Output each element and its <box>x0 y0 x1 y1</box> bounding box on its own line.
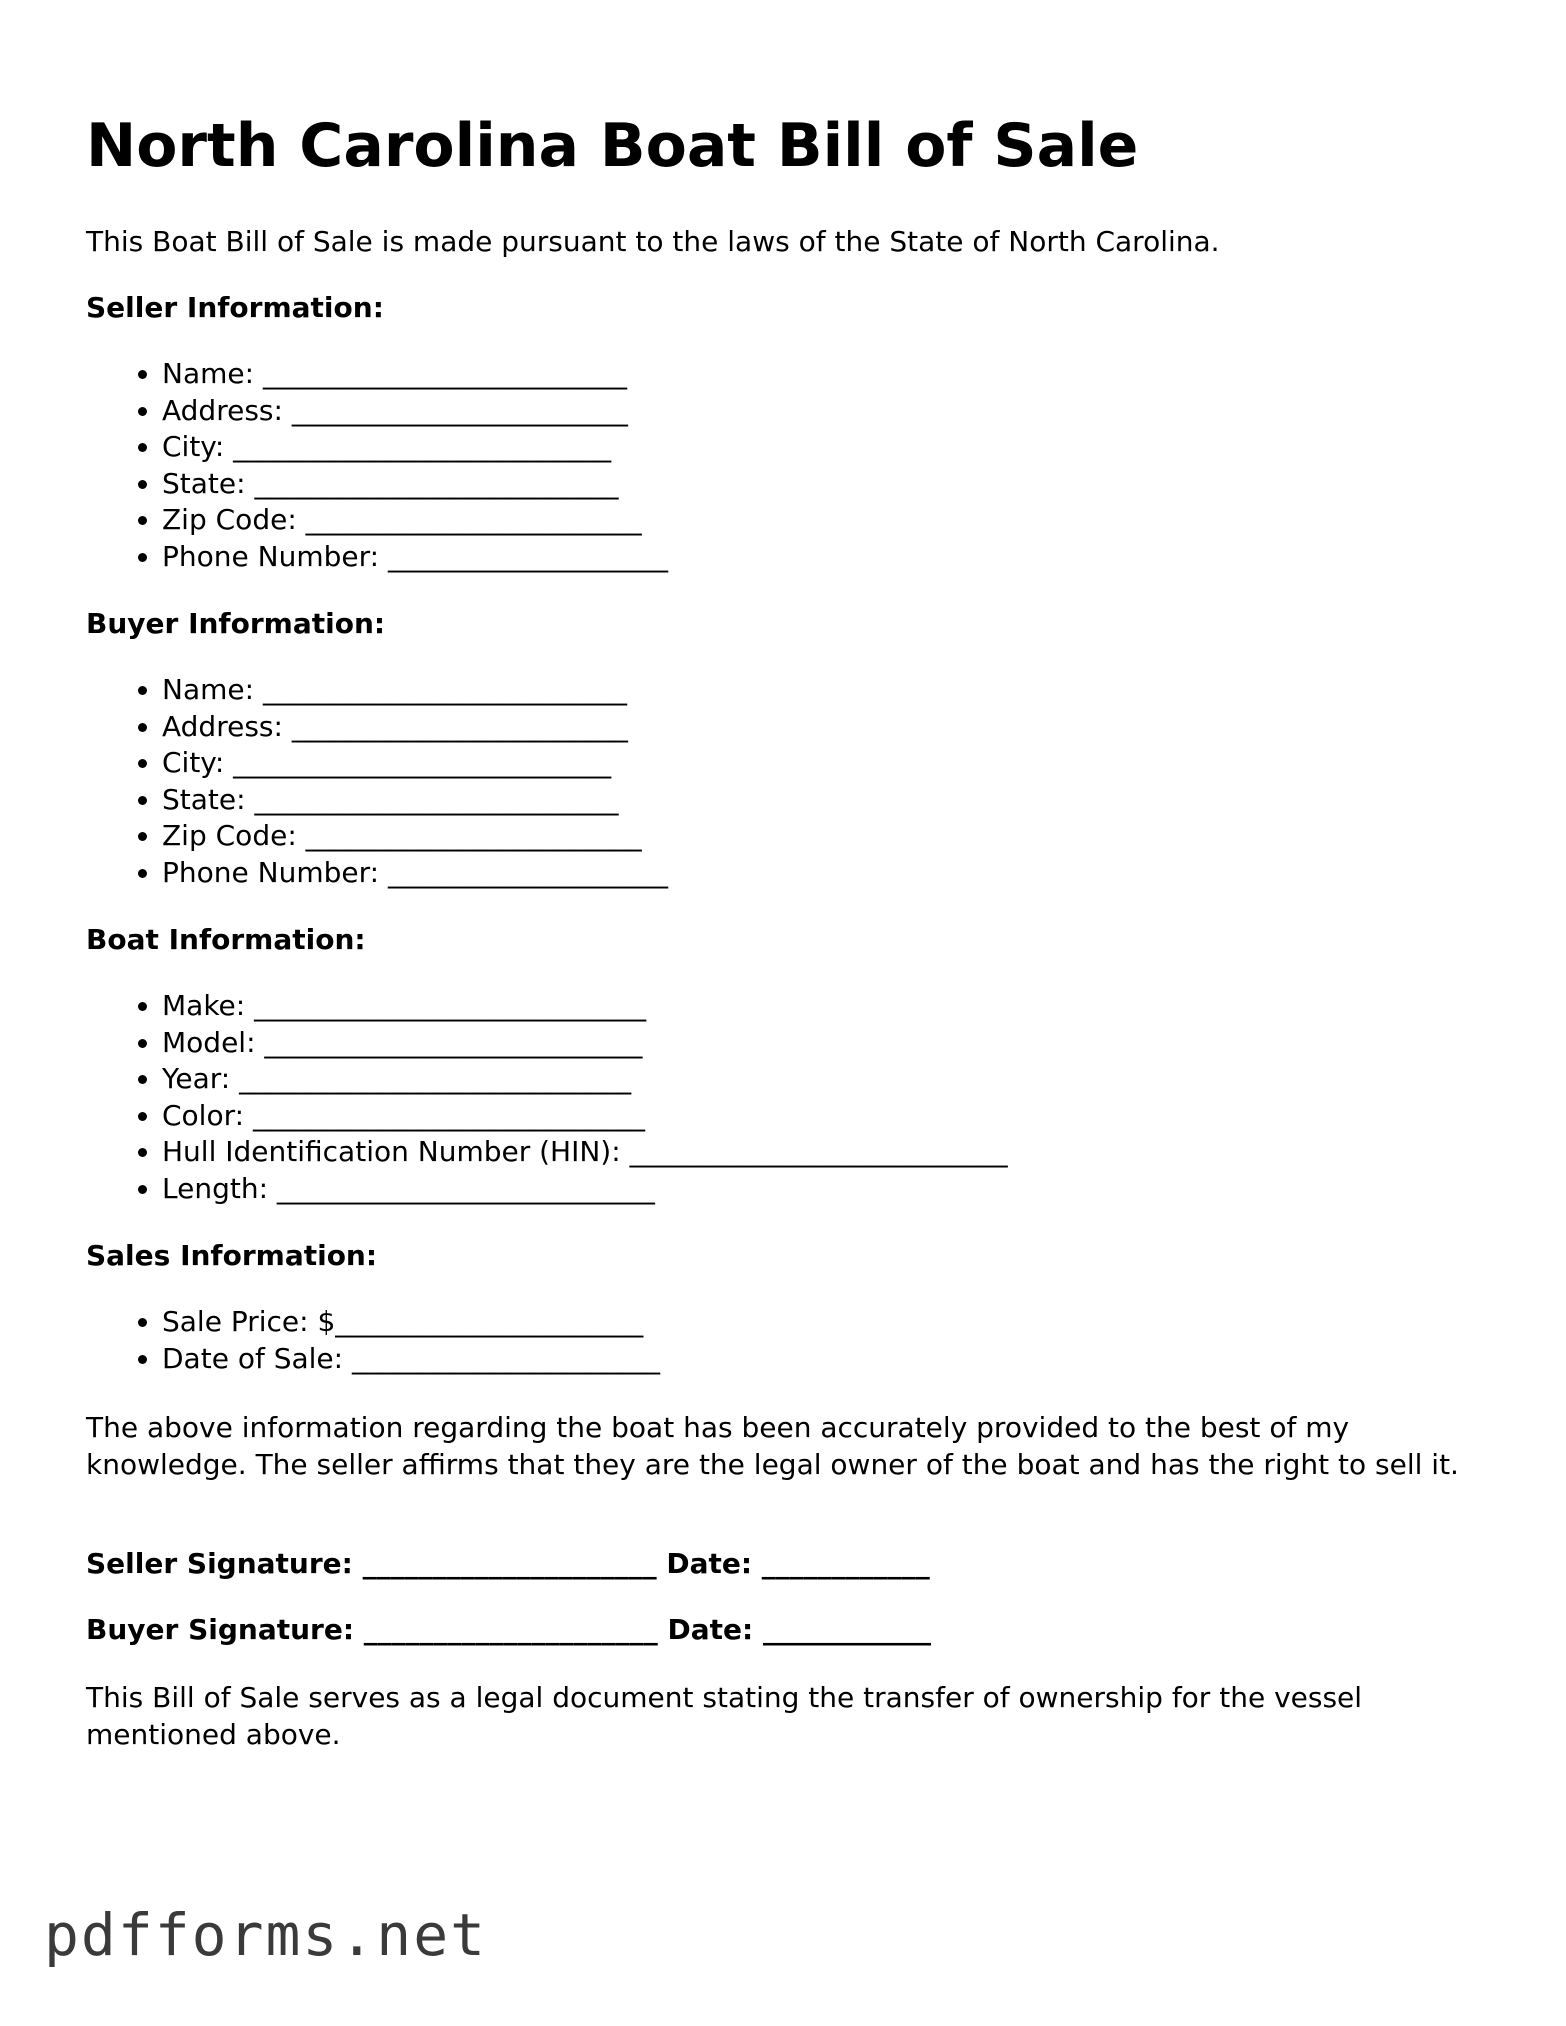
sales-fields-list <box>86 1304 660 1377</box>
date-of-sale-field: • Date of Sale: ______________________ <box>162 1341 660 1378</box>
affirmation-paragraph: The above information regarding the boat has been accurately provided to the best of my knowledge. The seller affirms that they are the legal owner of the boat and has the right to sell it. <box>86 1411 1459 1481</box>
boat-color-field: • Color: ____________________________ <box>162 1098 1008 1135</box>
buyer-address-field: • Address: ________________________ <box>162 709 668 746</box>
site-watermark: pdfforms.net <box>44 1901 488 1969</box>
boat-hin-field: • Hull Identification Number (HIN): ___________________________ <box>162 1134 1008 1171</box>
boat-length-field: • Length: ___________________________ <box>162 1171 1008 1208</box>
buyer-state-field: • State: __________________________ <box>162 782 668 819</box>
buyer-city-field: • City: ___________________________ <box>162 745 668 782</box>
boat-make-field: • Make: ____________________________ <box>162 988 1008 1025</box>
closing-paragraph: This Bill of Sale serves as a legal document stating the transfer of ownership for the vessel mentioned above. <box>86 1681 1363 1751</box>
boat-year-field: • Year: ____________________________ <box>162 1061 1008 1098</box>
document-title: North Carolina Boat Bill of Sale <box>86 111 1139 181</box>
seller-fields-list <box>86 356 668 576</box>
sale-price-field: • Sale Price: $______________________ <box>162 1304 660 1341</box>
boat-fields-list <box>86 988 1008 1208</box>
seller-name-field: • Name: __________________________ <box>162 356 668 393</box>
seller-state-field: • State: __________________________ <box>162 466 668 503</box>
seller-address-field: • Address: ________________________ <box>162 393 668 430</box>
buyer-signature-line: Buyer Signature: _____________________ Date: ____________ <box>86 1613 931 1646</box>
seller-information-heading: Seller Information: <box>86 291 384 324</box>
seller-city-field: • City: ___________________________ <box>162 429 668 466</box>
buyer-name-field: • Name: __________________________ <box>162 672 668 709</box>
boat-information-heading: Boat Information: <box>86 923 366 956</box>
intro-paragraph: This Boat Bill of Sale is made pursuant to the laws of the State of North Carolina. <box>86 225 1220 258</box>
boat-model-field: • Model: ___________________________ <box>162 1025 1008 1062</box>
buyer-fields-list <box>86 672 668 892</box>
seller-phone-field: • Phone Number: ____________________ <box>162 539 668 576</box>
buyer-phone-field: • Phone Number: ____________________ <box>162 855 668 892</box>
sales-information-heading: Sales Information: <box>86 1239 378 1272</box>
seller-signature-line: Seller Signature: _____________________ Date: ____________ <box>86 1547 930 1580</box>
buyer-information-heading: Buyer Information: <box>86 607 386 640</box>
seller-zip-field: • Zip Code: ________________________ <box>162 502 668 539</box>
buyer-zip-field: • Zip Code: ________________________ <box>162 818 668 855</box>
